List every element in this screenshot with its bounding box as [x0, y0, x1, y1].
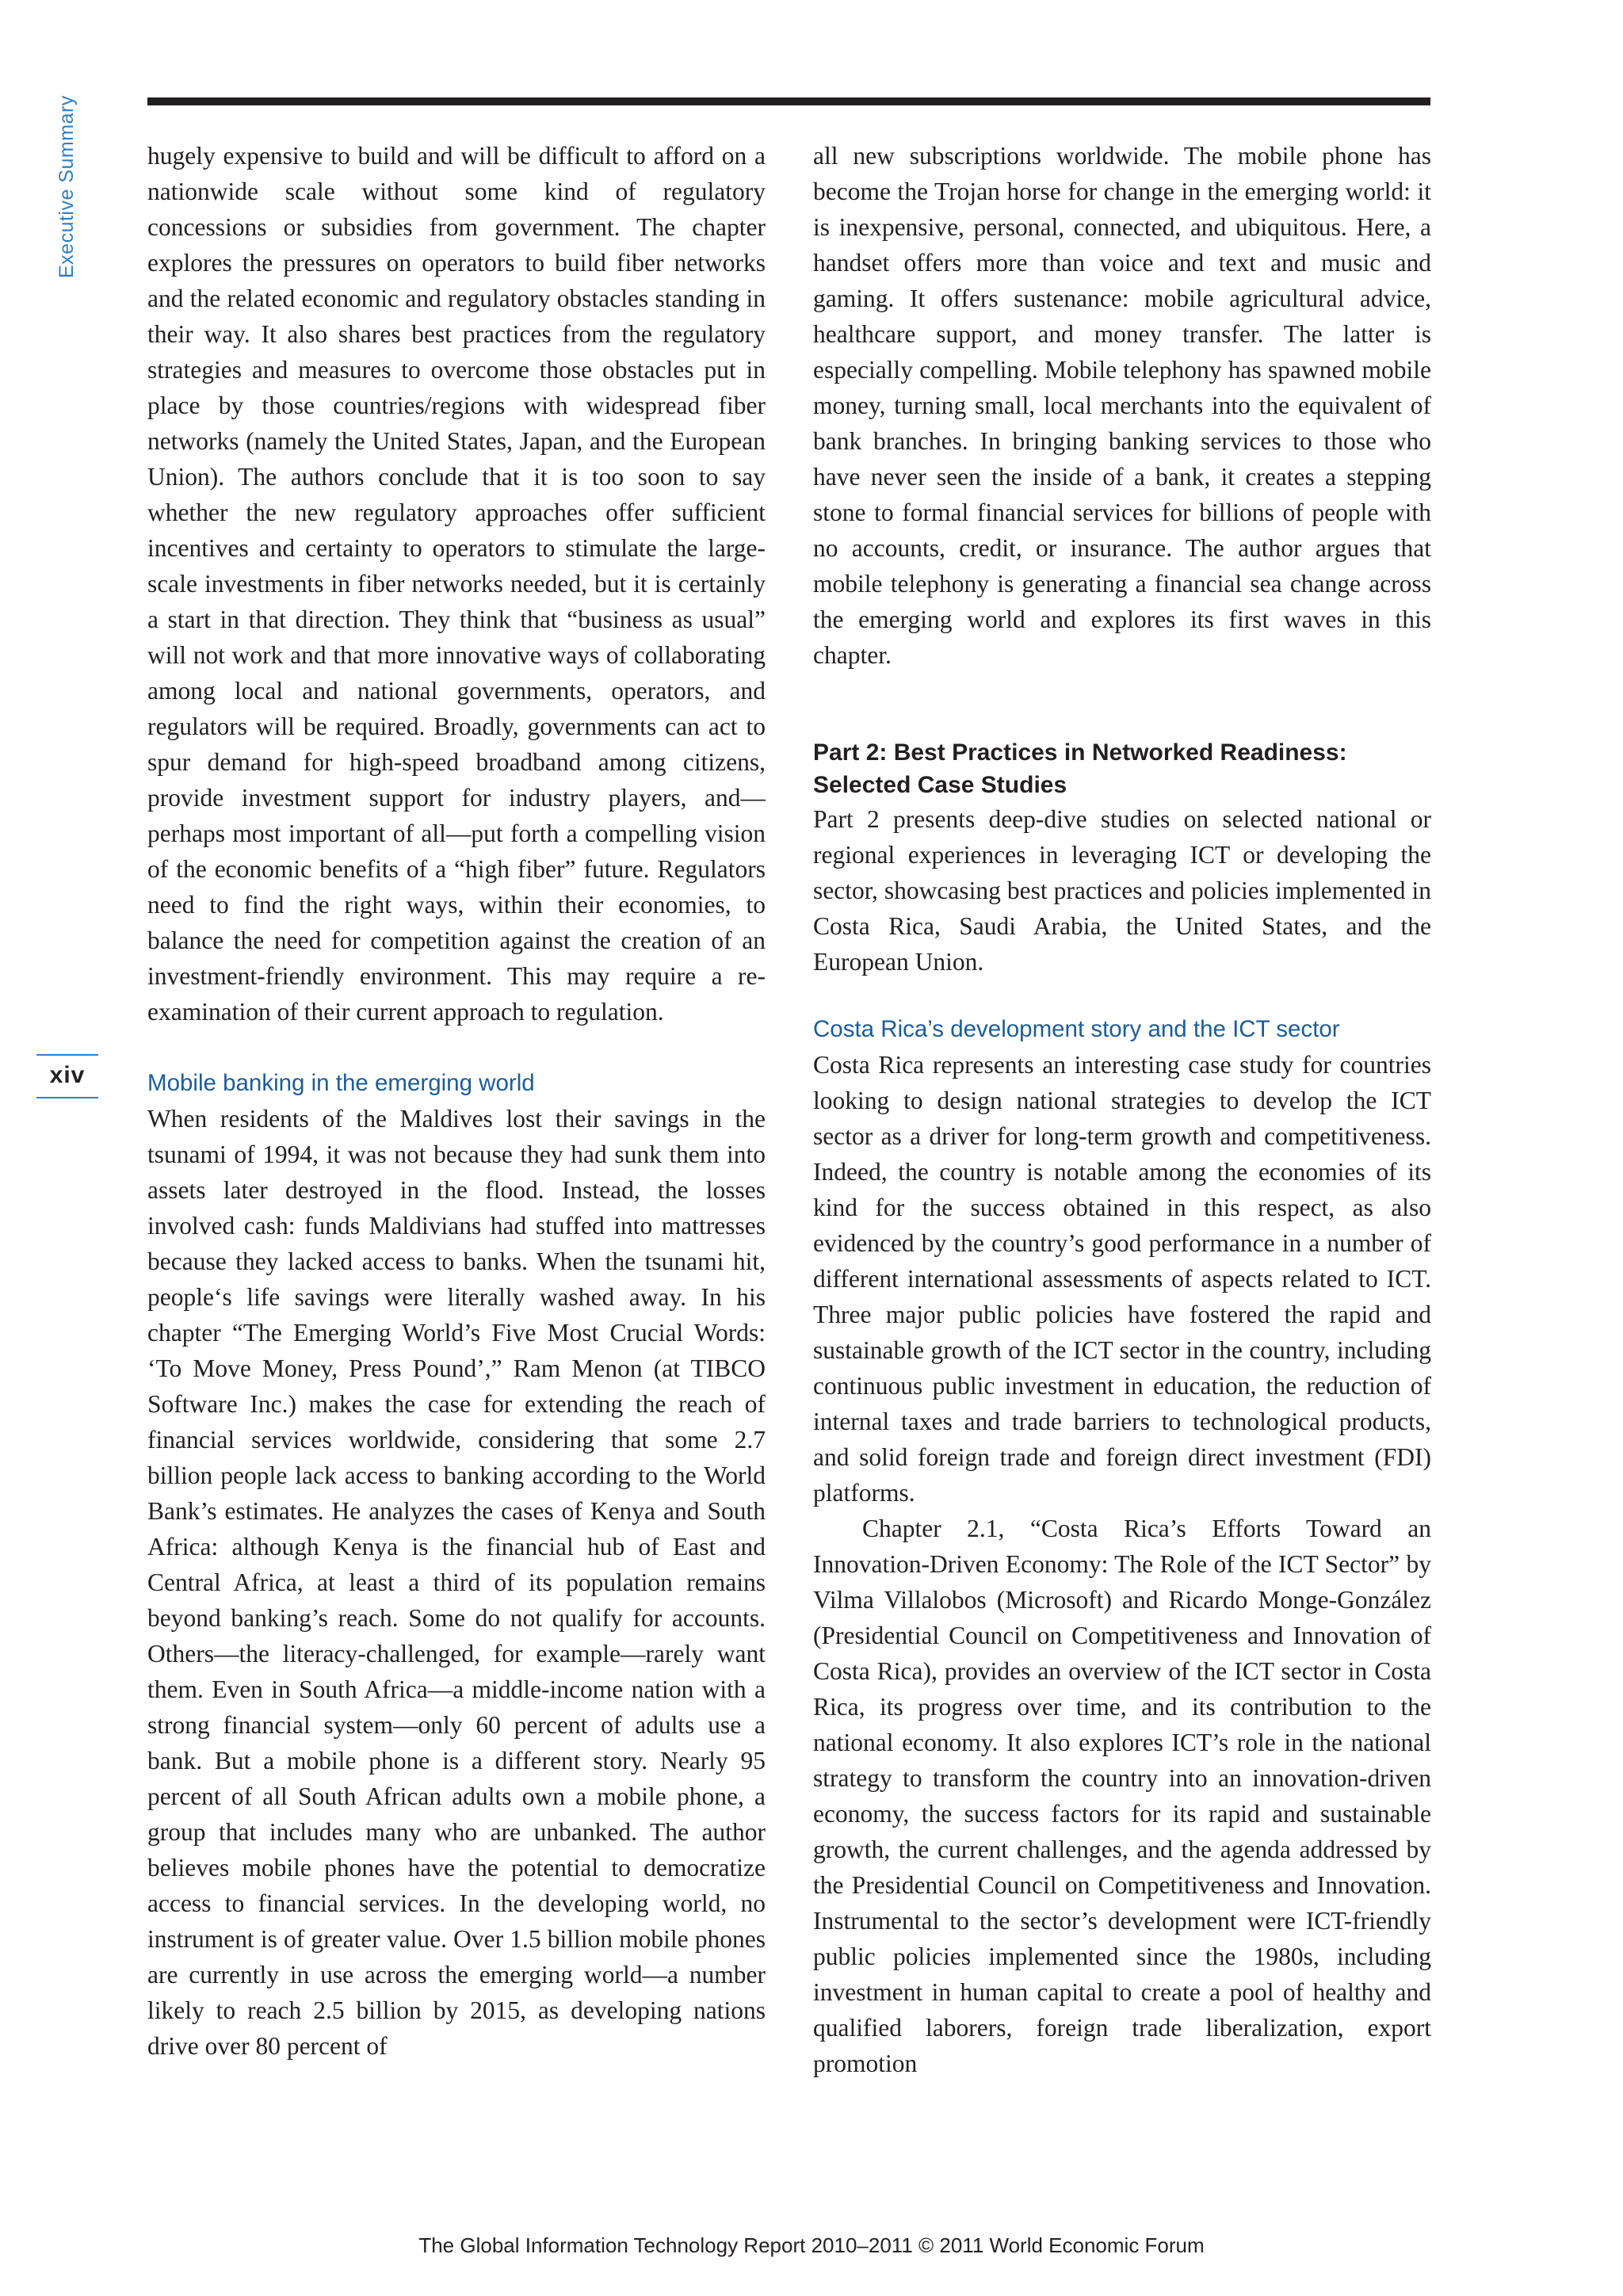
part-heading: Part 2: Best Practices in Networked Readiness: Selected Case Studies [813, 739, 1347, 798]
paragraph: hugely expensive to build and will be difficult to afford on a nationwide scale without some kind of regulatory concessions or subsidies from government. The chapter explores the pressures on operators to build fiber networks and the related economic and regulatory obstacles standing in their way. It also shares best practices from the regulatory strategies and measures to overcome those obstacles put in place by those countries/regions with widespread fiber networks (namely the United States, Japan, and the European Union). The authors conclude that it is too soon to say whether the new regulatory approaches offer sufficient incentives and certainty to operators to stimulate the large-scale investments in fiber networks needed, but it is certainly a start in that direction. They think that “business as usual” will not work and that more innovative ways of collaborating among local and national governments, operators, and regulators will be required. Broadly, governments can act to spur demand for high-speed broadband among citizens, provide investment support for industry players, and—perhaps most important of all—put forth a compelling vision of the economic benefits of a “high fiber” future. Regulators need to find the right ways, within their economies, to balance the need for competition against the creation of an investment-friendly environment. This may require a re-examination of their current approach to regulation. [147, 142, 766, 1026]
page-number-block [36, 1054, 98, 1098]
section-label: Executive Summary [55, 95, 78, 278]
section-subheading: Mobile banking in the emerging world [147, 1070, 535, 1096]
header-rule [147, 97, 1430, 105]
paragraph: Part 2 presents deep-dive studies on selected national or regional experiences in leveraging ICT or developing the sector, showcasing best practices and policies implemented in Costa Rica, Saudi Arabia, the United States, and the European Union. [813, 805, 1431, 976]
paragraph: Costa Rica represents an interesting case study for countries looking to design national strategies to develop the ICT sector as a driver for long-term growth and competitiveness. Indeed, the country is notable among the economies of its kind for the success obtained in this respect, as also evidenced by the country’s good performance in a number of different international assessments of aspects related to ICT. Three major public policies have fostered the rapid and sustainable growth of the ICT sector in the country, including continuous public investment in education, the reduction of internal taxes and trade barriers to technological products, and solid foreign trade and foreign direct investment (FDI) platforms. [813, 1051, 1431, 1507]
section-subheading: Costa Rica’s development story and the ICT sector [813, 1016, 1340, 1042]
right-column [813, 138, 1431, 2081]
paragraph: When residents of the Maldives lost their savings in the tsunami of 1994, it was not because they had sunk them into assets later destroyed in the flood. Instead, the losses involved cash: funds Maldivians had stuffed into mattresses because they lacked access to banks. When the tsunami hit, people‘s life savings were literally washed away. In his chapter “The Emerging World’s Five Most Crucial Words: ‘To Move Money, Press Pound’,” Ram Menon (at TIBCO Software Inc.) makes the case for extending the reach of financial services worldwide, considering that some 2.7 billion people lack access to banking according to the World Bank’s estimates. He analyzes the cases of Kenya and South Africa: although Kenya is the financial hub of East and Central Africa, at least a third of its population remains beyond banking’s reach. Some do not qualify for accounts. Others—the literacy-challenged, for example—rarely want them. Even in South Africa—a middle-income nation with a strong financial system—only 60 percent of adults use a bank. But a mobile phone is a different story. Nearly 95 percent of all South African adults own a mobile phone, a group that includes many who are unbanked. The author believes mobile phones have the potential to democratize access to financial services. In the developing world, no instrument is of greater value. Over 1.5 billion mobile phones are currently in use across the emerging world—a number likely to reach 2.5 billion by 2015, as developing nations drive over 80 percent of [147, 1105, 766, 2060]
page-number-rule-bottom [36, 1097, 98, 1098]
paragraph: Chapter 2.1, “Costa Rica’s Efforts Toward an Innovation-Driven Economy: The Role of the ICT Sector” by Vilma Villalobos (Microsoft) and Ricardo Monge-González (Presidential Council on Competitiveness and Innovation of Costa Rica), provides an overview of the ICT sector in Costa Rica, its progress over time, and its contribution to the national economy. It also explores ICT’s role in the national strategy to transform the country into an innovation-driven economy, the success factors for its rapid and sustainable growth, the current challenges, and the agenda addressed by the Presidential Council on Competitiveness and Innovation. Instrumental to the sector’s development were ICT-friendly public policies implemented since the 1980s, including investment in human capital to create a pool of healthy and qualified laborers, foreign trade liberalization, export promotion [813, 1515, 1431, 2077]
page-footer: The Global Information Technology Report 2010–2011 © 2011 World Economic Forum [418, 2233, 1205, 2257]
left-column [147, 138, 766, 2064]
page-number: xiv [49, 1062, 86, 1088]
paragraph: all new subscriptions worldwide. The mobile phone has become the Trojan horse for change in the emerging world: it is inexpensive, personal, connected, and ubiquitous. Here, a handset offers more than voice and text and music and gaming. It offers sustenance: mobile agricultural advice, healthcare support, and money transfer. The latter is especially compelling. Mobile telephony has spawned mobile money, turning small, local merchants into the equivalent of bank branches. In bringing banking services to those who have never seen the inside of a bank, it creates a stepping stone to formal financial services for billions of people with no accounts, credit, or insurance. The author argues that mobile telephony is generating a financial sea change across the emerging world and explores its first waves in this chapter. [813, 142, 1431, 669]
